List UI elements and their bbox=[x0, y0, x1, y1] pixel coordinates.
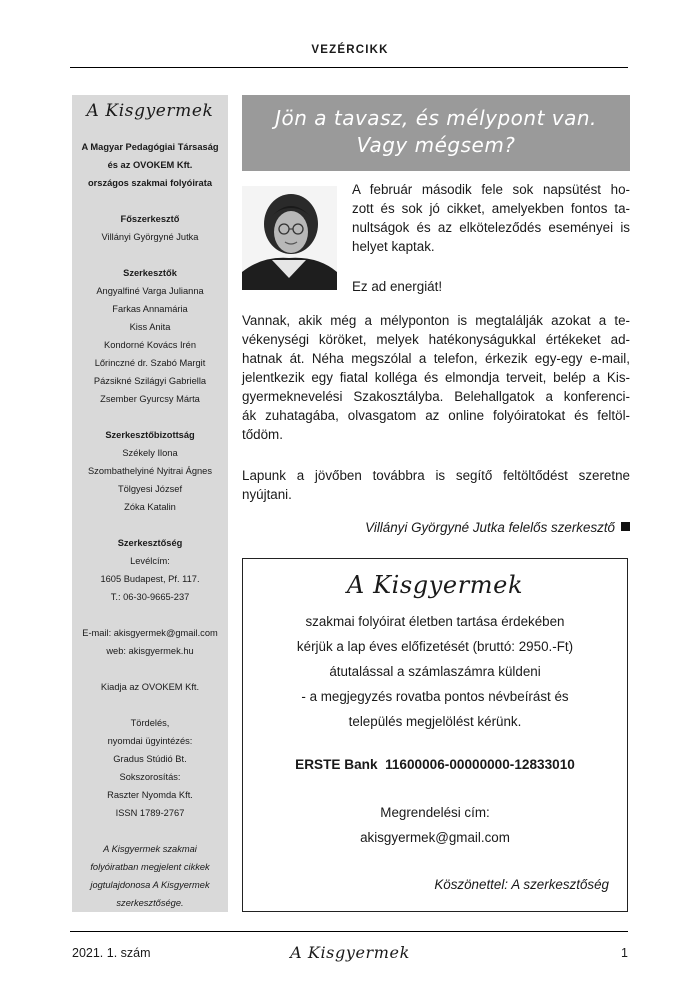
board-member: Tölgyesi József bbox=[117, 484, 183, 494]
article-line: Vannak, akik még a mélyponton is megtalálják azokat a te- bbox=[242, 313, 630, 328]
article-line: ák zuhatagába, olvasgatom az online folyóiratokat és feltöl- bbox=[242, 408, 630, 423]
board-member: Szombathelyiné Nyitrai Ágnes bbox=[87, 466, 213, 476]
article-line: zott és sok jó cikket, amelyekben fontos ta- bbox=[352, 201, 630, 216]
editor-name: Farkas Annamária bbox=[112, 304, 188, 314]
board-member: Székely Ilona bbox=[122, 448, 178, 458]
article-line: jelentkezik egy fiatal kolléga és elmondja terveit, belép a Kis- bbox=[242, 370, 630, 385]
production-line: Tördelés, bbox=[130, 718, 170, 728]
production-line: nyomdai ügyintézés: bbox=[107, 736, 193, 746]
article-line: Lapunk a jövőben továbbra is segítő feltöltődést szeretne bbox=[242, 468, 630, 483]
editor-name: Zsember Gyurcsy Márta bbox=[100, 394, 200, 404]
footer-journal-title: A Kisgyermek bbox=[290, 943, 410, 962]
office-heading: Szerkesztőség bbox=[117, 538, 183, 548]
section-header: VEZÉRCIKK bbox=[311, 44, 389, 56]
end-mark-icon bbox=[621, 522, 630, 531]
editor-name: Pázsikné Szilágyi Gabriella bbox=[93, 376, 207, 386]
office-line: Levélcím: bbox=[130, 556, 170, 566]
office-line: T.: 06-30-9665-237 bbox=[110, 592, 190, 602]
publisher-line: Kiadja az OVOKEM Kft. bbox=[100, 682, 200, 692]
editor-in-chief-heading: Főszerkesztő bbox=[120, 214, 180, 224]
notice-line: kérjük a lap éves előfizetését (bruttó: 2950.-Ft) bbox=[296, 639, 574, 654]
article-title-box bbox=[242, 95, 630, 171]
author-portrait bbox=[242, 186, 337, 290]
bank-account: ERSTE Bank 11600006-00000000-12833010 bbox=[295, 757, 575, 772]
article-line: nultságok és az elköteleződés eseményei is bbox=[352, 220, 630, 235]
editor-name: Kiss Anita bbox=[129, 322, 171, 332]
issue-number: 2021. 1. szám bbox=[72, 946, 151, 960]
article-line: A február második fele sok napsütést ho- bbox=[352, 182, 630, 197]
sidebar-intro-line: országos szakmai folyóirata bbox=[87, 178, 212, 188]
board-heading: Szerkesztőbizottság bbox=[105, 430, 195, 440]
article-paragraph bbox=[242, 466, 630, 504]
article-title-line: Vagy mégsem? bbox=[356, 133, 516, 157]
page-number: 1 bbox=[621, 946, 628, 960]
board-member: Zóka Katalin bbox=[124, 502, 176, 512]
article-title-line: Jön a tavasz, és mélypont van. bbox=[275, 106, 597, 130]
production-line: Raszter Nyomda Kft. bbox=[107, 790, 193, 800]
footer-rule bbox=[70, 931, 628, 932]
editor-name: Lőrinczné dr. Szabó Margit bbox=[94, 358, 206, 368]
article-intro bbox=[352, 180, 630, 256]
production-line: Gradus Stúdió Bt. bbox=[113, 754, 187, 764]
copyright-line: folyóiratban megjelent cikkek bbox=[90, 862, 210, 872]
article-line: vékenységi köröket, melyek hatékonyságukkal értékeket ad- bbox=[242, 332, 630, 347]
article-paragraph: Ez ad energiát! bbox=[352, 279, 443, 294]
notice-line: - a megjegyzés rovatba pontos névbeírást és bbox=[301, 689, 569, 704]
contact-web: web: akisgyermek.hu bbox=[106, 646, 194, 656]
article-line: helyet kaptak. bbox=[352, 239, 435, 254]
contact-email: E-mail: akisgyermek@gmail.com bbox=[82, 628, 218, 638]
sidebar-intro-line: és az OVOKEM Kft. bbox=[107, 160, 193, 170]
editor-name: Angyalfiné Varga Julianna bbox=[96, 286, 204, 296]
production-line: Sokszorosítás: bbox=[119, 772, 181, 782]
header-rule bbox=[70, 67, 628, 68]
notice-title: A Kisgyermek bbox=[346, 571, 524, 599]
copyright-line: szerkesztősége. bbox=[116, 898, 184, 908]
order-email: akisgyermek@gmail.com bbox=[360, 830, 510, 845]
article-line: tődöm. bbox=[242, 427, 283, 442]
copyright-line: jogtulajdonosa A Kisgyermek bbox=[90, 880, 210, 890]
notice-line: szakmai folyóirat életben tartása érdekében bbox=[305, 614, 565, 629]
sidebar-intro-line: A Magyar Pedagógiai Társaság bbox=[81, 142, 219, 152]
office-line: 1605 Budapest, Pf. 117. bbox=[100, 574, 200, 584]
article-line: nyújtani. bbox=[242, 487, 292, 502]
article-line: gyermeknevelési Szakosztályba. Belehallgatok a konferenci- bbox=[242, 389, 630, 404]
article-signature bbox=[242, 520, 630, 535]
order-address-label: Megrendelési cím: bbox=[380, 805, 490, 820]
impressum-sidebar bbox=[72, 95, 228, 912]
editor-in-chief-name: Villányi Györgyné Jutka bbox=[101, 232, 199, 242]
subscription-notice-box bbox=[242, 558, 628, 912]
sidebar-journal-title: A Kisgyermek bbox=[86, 101, 214, 121]
author-portrait-illustration bbox=[242, 186, 337, 290]
editor-name: Kondorné Kovács Irén bbox=[104, 340, 196, 350]
editors-heading: Szerkesztők bbox=[123, 268, 177, 278]
notice-thanks: Köszönettel: A szerkesztőség bbox=[434, 877, 609, 892]
notice-line: átutalással a számlaszámra küldeni bbox=[329, 664, 541, 679]
notice-line: település megjelölést kérünk. bbox=[348, 714, 522, 729]
production-line: ISSN 1789-2767 bbox=[115, 808, 185, 818]
signature-text: Villányi Györgyné Jutka felelős szerkesztő bbox=[365, 520, 615, 535]
article-line: hatnak át. Néha megszólal a telefon, érkezik egy-egy e-mail, bbox=[242, 351, 630, 366]
copyright-line: A Kisgyermek szakmai bbox=[103, 844, 197, 854]
article-paragraph bbox=[242, 311, 630, 444]
